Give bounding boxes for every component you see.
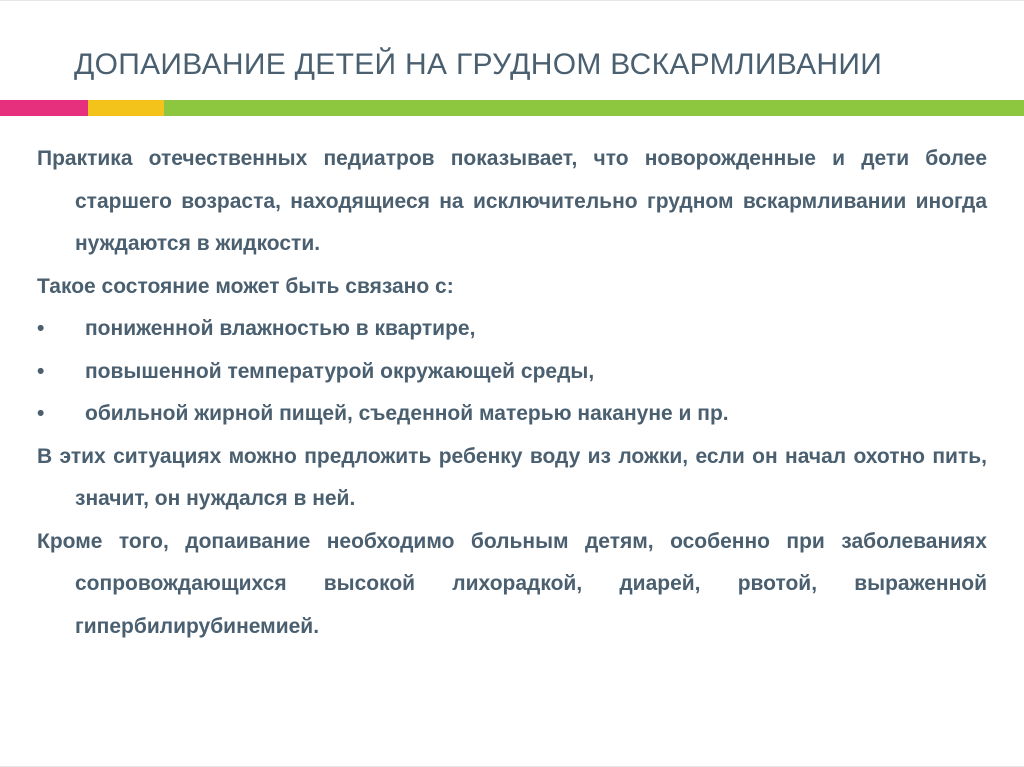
bullet-text: повышенной температурой окружающей среды,	[85, 359, 595, 383]
paragraph-4: Кроме того, допаивание необходимо больным детям, особенно при заболеваниях сопровождающихся высокой лихорадкой, диарей, рвотой, выраженной гипербилирубинемией.	[37, 529, 987, 638]
paragraph-2: Такое состояние может быть связано с:	[37, 274, 454, 298]
paragraph-3: В этих ситуациях можно предложить ребенку воду из ложки, если он начал охотно пить, значит, он нуждался в ней.	[37, 444, 987, 510]
stripe-pink	[0, 100, 88, 116]
slide-title: ДОПАИВАНИЕ ДЕТЕЙ НА ГРУДНОМ ВСКАРМЛИВАНИИ	[74, 48, 883, 81]
slide-body	[37, 138, 987, 648]
list-item	[37, 351, 987, 394]
bullet-dot: •	[37, 359, 45, 383]
paragraph-1: Практика отечественных педиатров показывает, что новорожденные и дети более старшего возраста, находящиеся на исключительно грудном вскармливании иногда нуждаются в жидкости.	[37, 147, 987, 255]
bullet-dot: •	[37, 317, 45, 340]
top-border	[0, 0, 1024, 1]
bullet-dot: •	[37, 402, 45, 425]
bullet-text: обильной жирной пищей, съеденной матерью накануне и пр.	[85, 402, 729, 425]
stripe-yellow	[88, 100, 164, 116]
bullet-text: пониженной влажностью в квартире,	[85, 317, 476, 340]
list-item	[37, 393, 987, 436]
list-item	[37, 308, 987, 351]
stripe-green	[164, 100, 1024, 116]
color-stripe	[0, 100, 1024, 116]
